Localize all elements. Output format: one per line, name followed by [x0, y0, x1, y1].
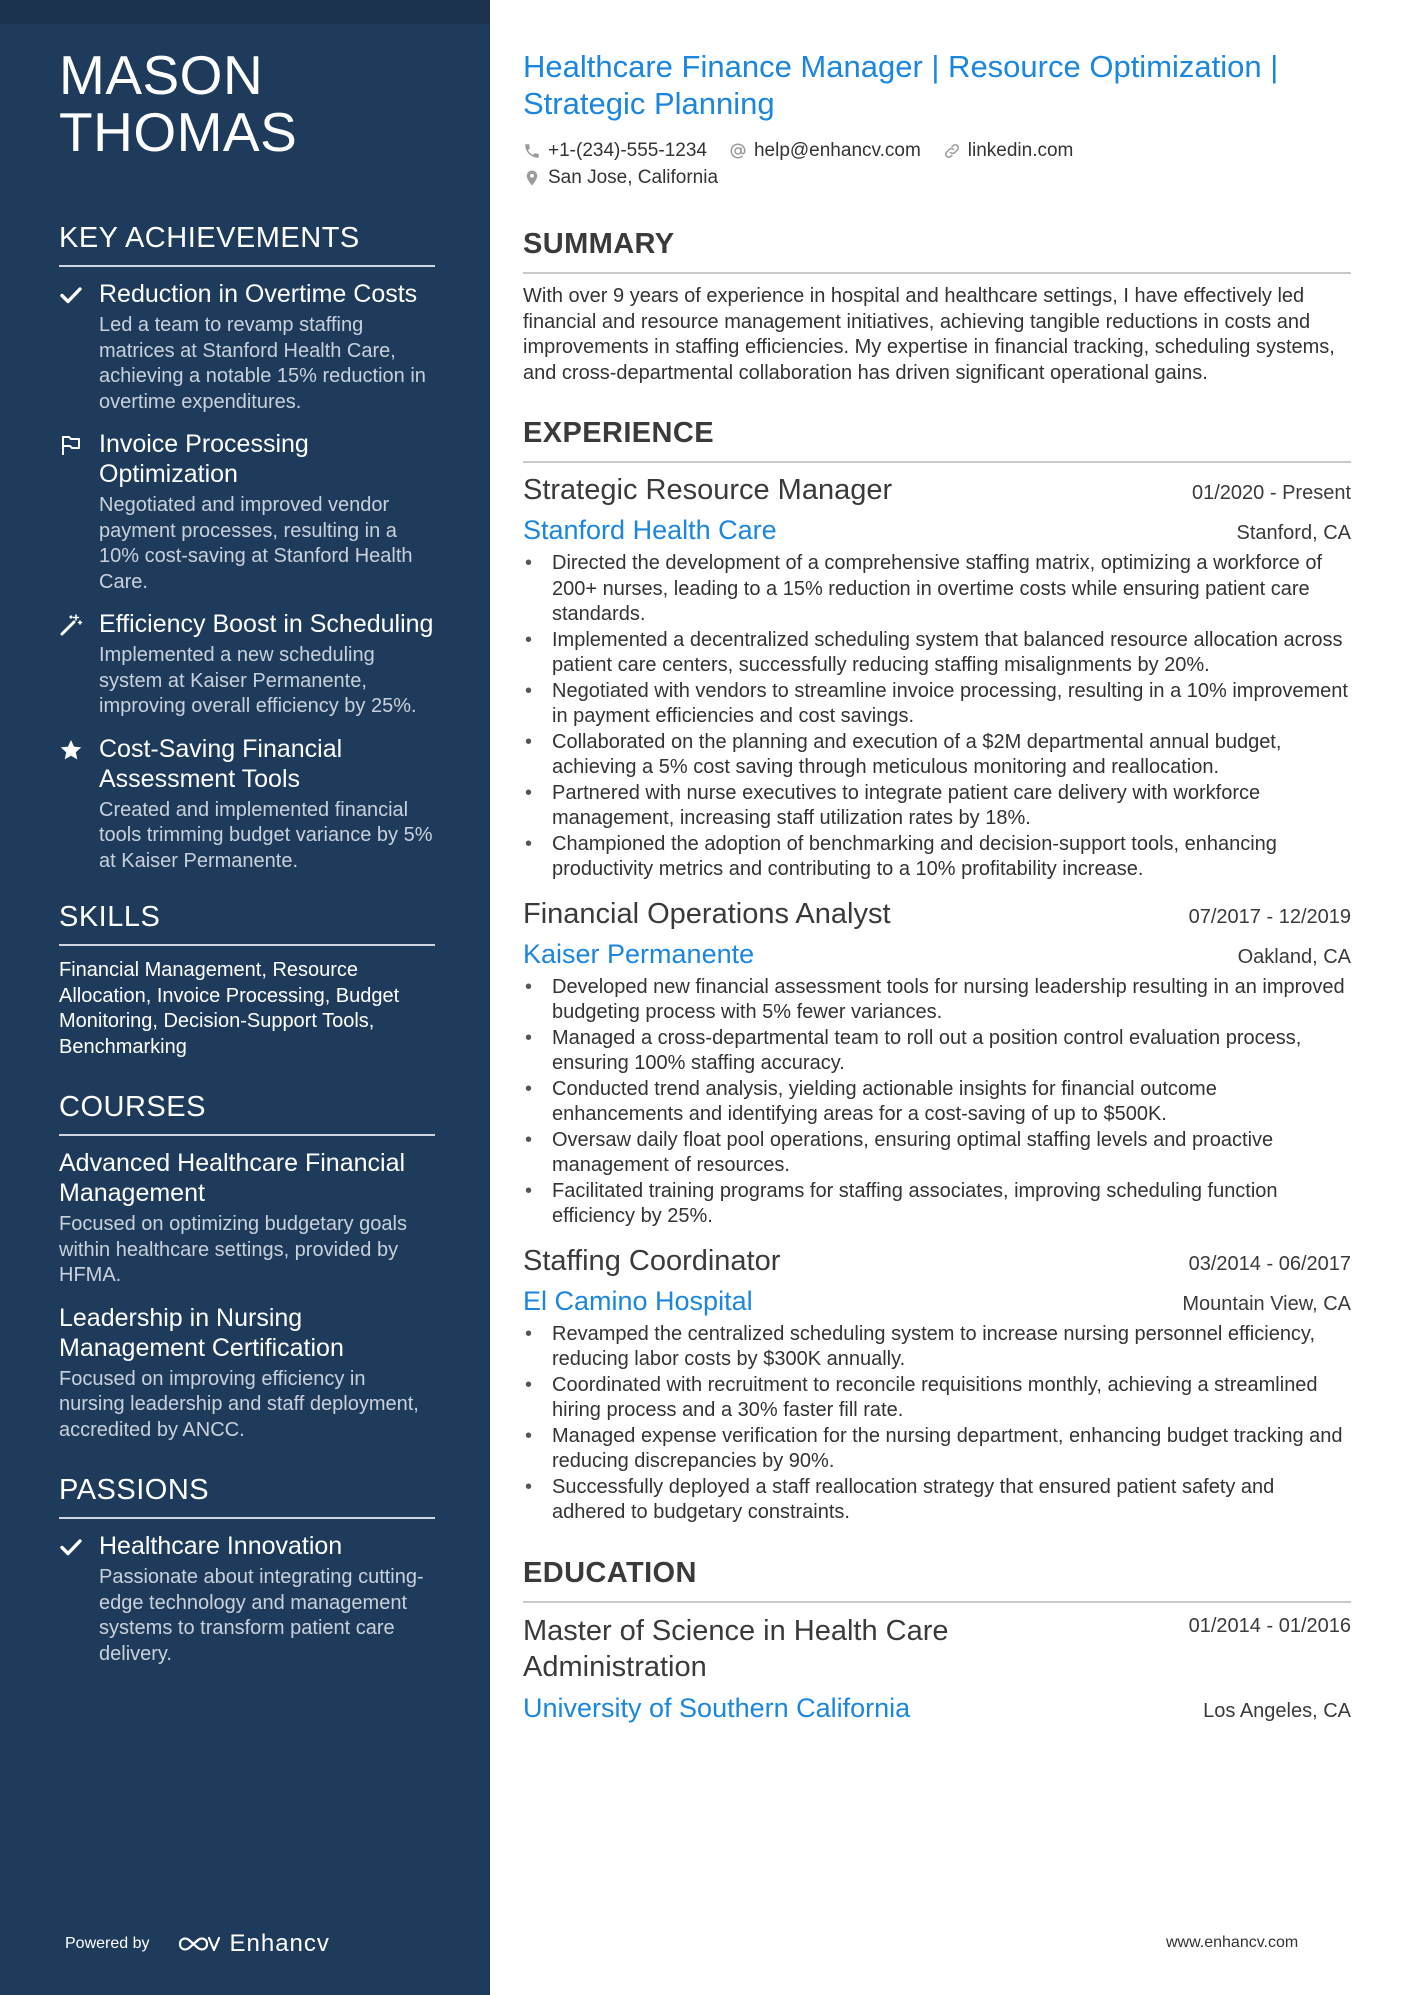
achievement-title: Cost-Saving Financial Assessment Tools [99, 734, 343, 793]
phone-contact[interactable] [523, 137, 707, 164]
education-section [523, 1556, 1351, 1725]
job-bullet: • Directed the development of a comprehensive staffing matrix, optimizing a workforce of 200+ nurses, leading to a 15% reduction in overtime costs while ensuring patient care standards. [523, 551, 1351, 628]
achievement-item [59, 734, 435, 875]
job-bullet: • Managed a cross-departmental team to roll out a position control evaluation process, ensuring 100% staffing accuracy. [523, 1026, 1351, 1077]
course-desc: Focused on optimizing budgetary goals within healthcare settings, provided by HFMA. [59, 1213, 407, 1286]
job-entry [523, 1244, 1351, 1526]
job-bullet: • Partnered with nurse executives to integrate patient care delivery with workforce management, increasing staff utilization rates by 18%. [523, 781, 1351, 832]
phone-text: +1-(234)-555-1234 [548, 140, 707, 161]
job-bullet: • Oversaw daily float pool operations, ensuring optimal staffing levels and proactive management of resources. [523, 1128, 1351, 1179]
job-title: Strategic Resource Manager [523, 474, 893, 506]
course-title: Leadership in Nursing Management Certification [59, 1303, 344, 1362]
star-icon [59, 734, 99, 875]
job-bullet: • Implemented a decentralized scheduling system that balanced resource allocation across patient care centers, successfully reducing staffing misalignments by 20%. [523, 628, 1351, 679]
flag-icon [59, 429, 99, 595]
job-title: Financial Operations Analyst [523, 897, 891, 930]
achievement-title: Efficiency Boost in Scheduling [99, 610, 434, 638]
email-text: help@enhancv.com [753, 140, 921, 161]
job-dates: 01/2020 - Present [1192, 482, 1351, 504]
course-item [59, 1303, 435, 1444]
job-company: Stanford Health Care [523, 515, 777, 545]
achievement-desc: Created and implemented financial tools trimming budget variance by 5% at Kaiser Permanente. [99, 798, 433, 872]
powered-by-label: Powered by [65, 1935, 150, 1952]
job-bullet: • Collaborated on the planning and execution of a $2M departmental annual budget, achieving a 5% cost saving through meticulous monitoring and reallocation. [523, 730, 1351, 781]
education-dates: 01/2014 - 01/2016 [1188, 1614, 1351, 1637]
job-bullet: • Managed expense verification for the nursing department, enhancing budget tracking and reducing discrepancies by 90%. [523, 1424, 1351, 1475]
enhancv-logo-icon [176, 1932, 220, 1956]
skills-list: Financial Management, Resource Allocation, Invoice Processing, Budget Monitoring, Decision-Support Tools, Benchmarking [59, 959, 400, 1058]
job-dates: 07/2017 - 12/2019 [1188, 905, 1351, 928]
course-desc: Focused on improving efficiency in nursing leadership and staff deployment, accredited by ANCC. [59, 1367, 419, 1441]
job-bullet: • Negotiated with vendors to streamline invoice processing, resulting in a 10% improvement in payment efficiencies and cost savings. [523, 679, 1351, 730]
achievement-item [59, 279, 435, 415]
job-location: Stanford, CA [1236, 522, 1351, 544]
achievement-title: Reduction in Overtime Costs [99, 280, 418, 308]
job-company: El Camino Hospital [523, 1285, 753, 1316]
link-icon [943, 142, 961, 160]
main-content [523, 0, 1351, 1739]
headline: Healthcare Finance Manager | Resource Optimization | Strategic Planning [523, 49, 1279, 121]
job-dates: 03/2014 - 06/2017 [1188, 1252, 1351, 1275]
courses-title: COURSES [59, 1090, 435, 1136]
passion-desc: Passionate about integrating cutting-edge technology and management systems to transform patient care delivery. [99, 1566, 424, 1665]
magic-wand-icon [59, 609, 99, 720]
linkedin-text: linkedin.com [967, 140, 1074, 161]
powered-by [65, 1930, 330, 1958]
check-icon [59, 279, 99, 415]
job-bullets [523, 975, 1351, 1230]
achievement-desc: Led a team to revamp staffing matrices at Stanford Health Care, achieving a notable 15% reduction in overtime expenditures. [99, 314, 426, 413]
job-location: Mountain View, CA [1182, 1292, 1351, 1315]
education-entry [523, 1613, 1351, 1725]
achievements-title: KEY ACHIEVEMENTS [59, 221, 435, 267]
degree-title: Master of Science in Health Care Administration [523, 1614, 949, 1683]
achievement-desc: Negotiated and improved vendor payment processes, resulting in a 10% cost-saving at Stanford Health Care. [99, 494, 413, 593]
job-location: Oakland, CA [1237, 945, 1351, 968]
education-title: EDUCATION [523, 1556, 1351, 1603]
job-bullet: • Conducted trend analysis, yielding actionable insights for financial outcome enhancements and identifying areas for a cost-saving of up to $500K. [523, 1077, 1351, 1128]
experience-section [523, 416, 1351, 1526]
job-bullet: • Successfully deployed a staff reallocation strategy that ensured patient safety and adhered to budgetary constraints. [523, 1475, 1351, 1526]
enhancv-brand: Enhancv [229, 1930, 330, 1957]
summary-section [523, 227, 1351, 386]
job-bullet: • Developed new financial assessment tools for nursing leadership resulting in an improved budgeting process with 5% fewer variances. [523, 975, 1351, 1026]
email-contact[interactable] [729, 137, 921, 164]
sidebar [0, 0, 490, 1995]
sidebar-top-strip [0, 0, 490, 24]
achievement-desc: Implemented a new scheduling system at Kaiser Permanente, improving overall efficiency by 25%. [99, 644, 417, 717]
achievements-section [59, 221, 435, 874]
summary-text: With over 9 years of experience in hospital and healthcare settings, I have effectively led financial and resource management initiatives, achieving tangible reductions in costs and improvements in staffing efficiencies. My expertise in financial tracking, scheduling systems, and cross-departmental collaboration has driven significant operational gains. [523, 285, 1335, 384]
job-entry [523, 473, 1351, 883]
school-name: University of Southern California [523, 1692, 911, 1723]
footer-url[interactable]: www.enhancv.com [1166, 1934, 1299, 1951]
passion-title: Healthcare Innovation [99, 1532, 343, 1560]
check-icon [59, 1531, 99, 1667]
linkedin-contact[interactable] [943, 137, 1074, 164]
first-name: MASON [59, 44, 264, 106]
skills-title: SKILLS [59, 900, 435, 946]
experience-title: EXPERIENCE [523, 416, 1351, 463]
passions-title: PASSIONS [59, 1473, 435, 1519]
passion-item [59, 1531, 435, 1667]
summary-title: SUMMARY [523, 227, 1351, 274]
job-entry [523, 897, 1351, 1230]
passions-section [59, 1473, 435, 1667]
location-pin-icon [523, 169, 541, 187]
location-contact [523, 164, 718, 191]
job-bullets [523, 1322, 1351, 1526]
job-bullet: • Coordinated with recruitment to reconcile requisitions monthly, achieving a streamlined hiring process and a 30% faster fill rate. [523, 1373, 1351, 1424]
courses-section [59, 1090, 435, 1443]
enhancv-logo[interactable] [176, 1930, 330, 1958]
achievement-title: Invoice Processing Optimization [99, 430, 309, 488]
last-name: THOMAS [59, 101, 298, 163]
at-icon [729, 142, 747, 160]
job-bullet: • Championed the adoption of benchmarking and decision-support tools, enhancing productivity metrics and contributing to a 10% profitability increase. [523, 832, 1351, 883]
school-location: Los Angeles, CA [1203, 1699, 1351, 1722]
phone-icon [523, 142, 541, 160]
course-title: Advanced Healthcare Financial Management [59, 1149, 406, 1207]
job-bullet: • Revamped the centralized scheduling system to increase nursing personnel efficiency, reducing labor costs by $300K annually. [523, 1322, 1351, 1373]
location-text: San Jose, California [548, 167, 719, 188]
job-company: Kaiser Permanente [523, 938, 755, 969]
achievement-item [59, 609, 435, 720]
course-item [59, 1148, 435, 1289]
contact-info [523, 137, 1351, 191]
achievement-item [59, 429, 435, 595]
job-bullets [523, 551, 1351, 883]
job-title: Staffing Coordinator [523, 1244, 781, 1277]
job-bullet: • Facilitated training programs for staffing associates, improving scheduling function efficiency by 25%. [523, 1179, 1351, 1230]
candidate-name [59, 44, 435, 163]
skills-section [59, 900, 435, 1060]
